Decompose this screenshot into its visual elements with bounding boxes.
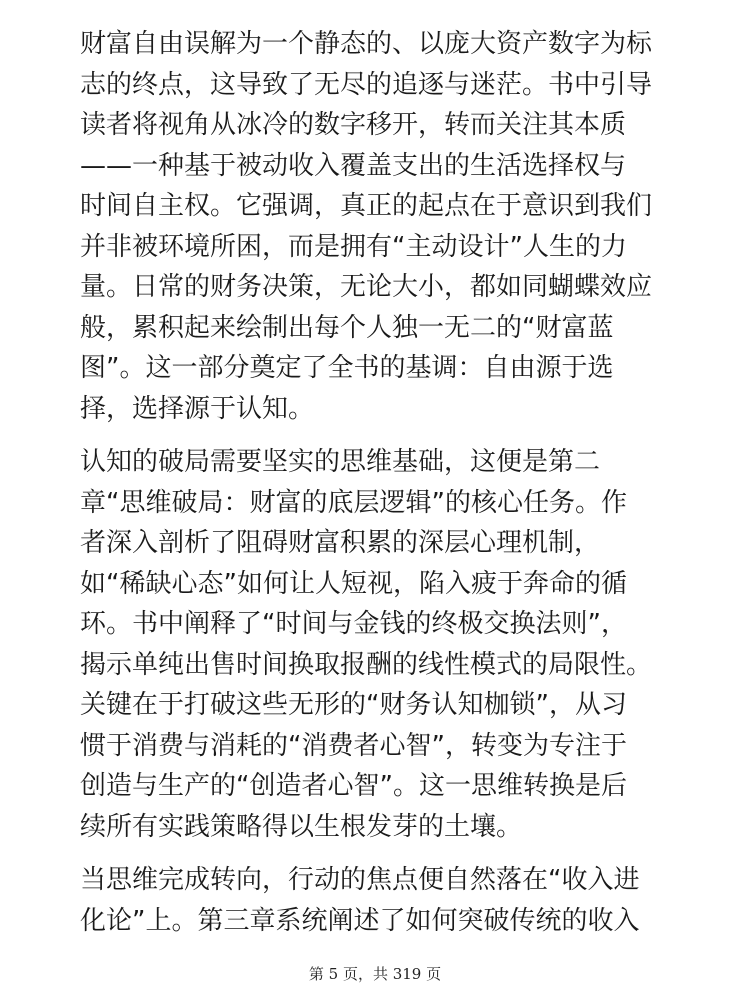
text-line: 量。日常的财务决策，无论大小，都如同蝴蝶效应 [80, 272, 653, 302]
text-line: 认知的破局需要坚实的思维基础，这便是第二 [80, 447, 601, 477]
text-line: 当思维完成转向，行动的焦点便自然落在“收入进 [80, 865, 640, 895]
paragraph-2 [80, 442, 680, 847]
text-line: 章“思维破局：财富的底层逻辑”的核心任务。作 [80, 487, 627, 518]
text-line: 财富自由误解为一个静态的、以庞大资产数字为标 [80, 29, 653, 59]
text-line: 般，累积起来绘制出每个人独一无二的“财富蓝 [80, 312, 614, 343]
text-line: 如“稀缺心态”如何让人短视，陷入疲于奔命的循 [80, 568, 627, 599]
text-line: 择，选择源于认知。 [80, 393, 315, 424]
paragraph-1 [80, 24, 680, 429]
text-line: 揭示单纯出售时间换取报酬的线性模式的局限性。 [80, 649, 653, 680]
page-number-footer: 第 5 页，共 319 页 [308, 965, 442, 983]
page-body [80, 24, 680, 954]
text-line: 并非被环境所困，而是拥有“主动设计”人生的力 [80, 231, 627, 262]
paragraph-3 [80, 860, 680, 941]
text-line: ——一种基于被动收入覆盖支出的生活选择权与 [80, 150, 627, 181]
text-line: 化论”上。第三章系统阐述了如何突破传统的收入 [80, 905, 640, 936]
text-line: 时间自主权。它强调，真正的起点在于意识到我们 [80, 191, 653, 221]
text-line: 创造与生产的“创造者心智”。这一思维转换是后 [80, 771, 627, 801]
text-line: 图”。这一部分奠定了全书的基调：自由源于选 [80, 353, 614, 383]
text-line: 志的终点，这导致了无尽的追逐与迷茫。书中引导 [80, 69, 653, 100]
text-line: 者深入剖析了阻碍财富积累的深层心理机制， [80, 528, 601, 558]
text-line: 环。书中阐释了“时间与金钱的终极交换法则”， [80, 609, 627, 639]
text-line: 惯于消费与消耗的“消费者心智”，转变为专注于 [80, 730, 627, 761]
text-line: 关键在于打破这些无形的“财务认知枷锁”，从习 [80, 690, 627, 720]
text-line: 读者将视角从冰冷的数字移开，转而关注其本质 [80, 110, 627, 140]
text-line: 续所有实践策略得以生根发芽的土壤。 [80, 811, 523, 842]
